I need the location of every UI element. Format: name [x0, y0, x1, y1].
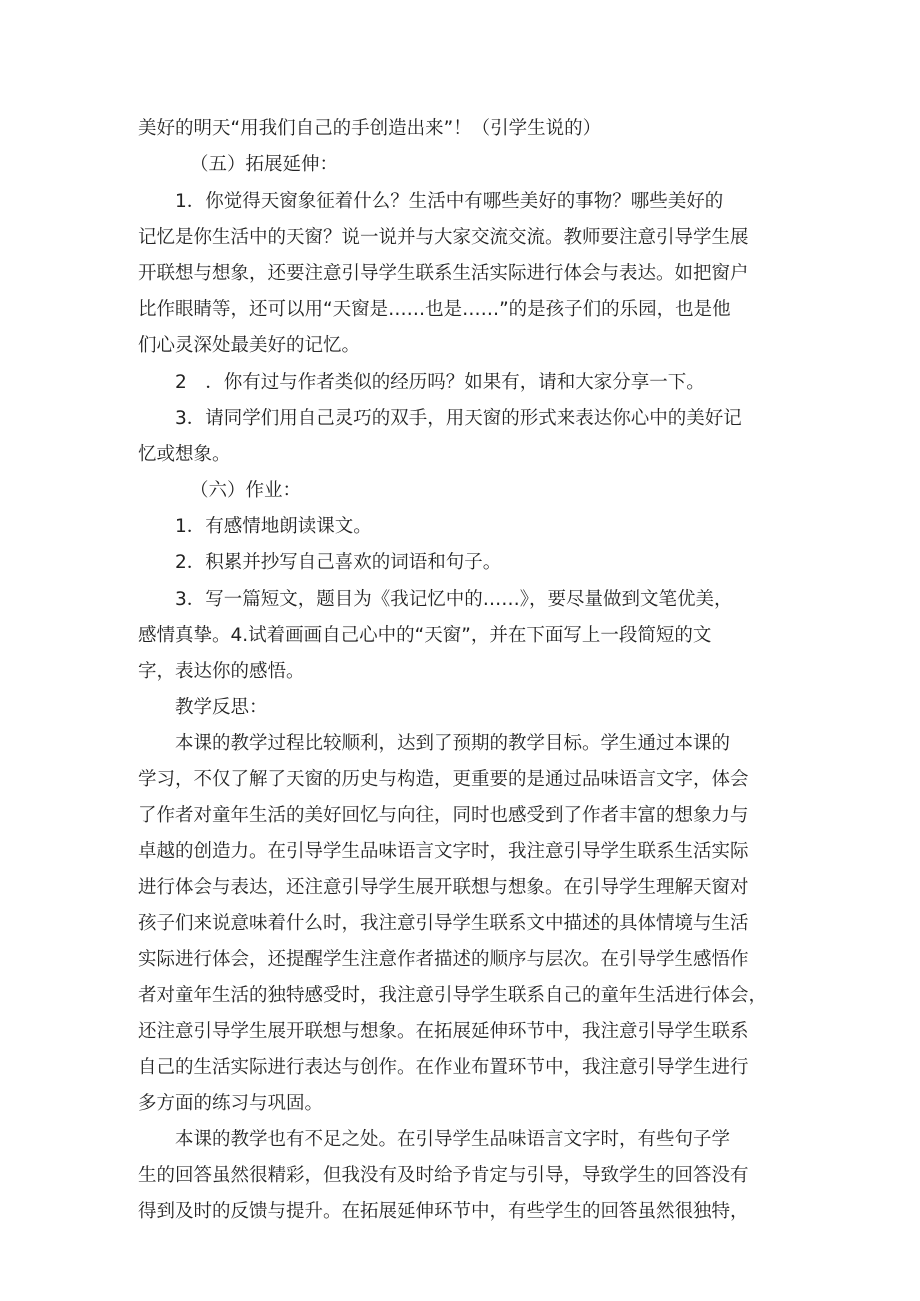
text-line: 2 ．你有过与作者类似的经历吗？如果有，请和大家分享一下。 [175, 372, 705, 393]
text-line: 得到及时的反馈与提升。在拓展延伸环节中，有些学生的回答虽然很独特， [138, 1201, 749, 1222]
text-line: 1．你觉得天窗象征着什么？生活中有哪些美好的事物？哪些美好的 [175, 191, 724, 212]
text-line: 还注意引导学生展开联想与想象。在拓展延伸环节中，我注意引导学生联系 [138, 1021, 749, 1042]
text-line: 记忆是你生活中的天窗？说一说并与大家交流交流。教师要注意引导学生展 [138, 227, 749, 248]
text-line: 进行体会与表达，还注意引导学生展开联想与想象。在引导学生理解天窗对 [138, 877, 749, 898]
text-line: 感情真挚。4.试着画画自己心中的“天窗”，并在下面写上一段简短的文 [138, 625, 712, 646]
section-heading-homework: （六）作业： [190, 480, 302, 501]
text-line: 生的回答虽然很精彩，但我没有及时给予肯定与引导，导致学生的回答没有 [138, 1165, 749, 1186]
text-line: 3．写一篇短文，题目为《我记忆中的……》，要尽量做到文笔优美， [175, 589, 733, 610]
text-line: 自己的生活实际进行表达与创作。在作业布置环节中，我注意引导学生进行 [138, 1057, 749, 1078]
section-heading-extension: （五）拓展延伸： [190, 154, 339, 175]
text-line: 本课的教学过程比较顺利，达到了预期的教学目标。学生通过本课的 [175, 733, 731, 754]
text-line: 2．积累并抄写自己喜欢的词语和句子。 [175, 552, 502, 573]
text-line: 开联想与想象，还要注意引导学生联系生活实际进行体会与表达。如把窗户 [138, 263, 749, 284]
text-line: 孩子们来说意味着什么时，我注意引导学生联系文中描述的具体情境与生活 [138, 913, 749, 934]
text-line: 们心灵深处最美好的记忆。 [138, 335, 361, 356]
text-line: 了作者对童年生活的美好回忆与向往，同时也感受到了作者丰富的想象力与 [138, 805, 749, 826]
text-line: 忆或想象。 [138, 444, 231, 465]
text-line: 卓越的创造力。在引导学生品味语言文字时，我注意引导学生联系生活实际 [138, 841, 749, 862]
section-heading-reflection: 教学反思： [175, 697, 268, 718]
text-line: 1．有感情地朗读课文。 [175, 516, 372, 537]
text-line: 多方面的练习与巩固。 [138, 1093, 324, 1114]
text-line: 者对童年生活的独特感受时，我注意引导学生联系自己的童年生活进行体会， [138, 985, 768, 1006]
text-line: 3．请同学们用自己灵巧的双手，用天窗的形式来表达你心中的美好记 [175, 408, 742, 429]
text-line: 实际进行体会，还提醒学生注意作者描述的顺序与层次。在引导学生感悟作 [138, 949, 749, 970]
text-line: 比作眼睛等，还可以用“天窗是……也是……”的是孩子们的乐园，也是他 [138, 299, 731, 320]
text-line: 美好的明天“用我们自己的手创造出来”！（引学生说的） [138, 118, 602, 139]
text-line: 本课的教学也有不足之处。在引导学生品味语言文字时，有些句子学 [175, 1129, 731, 1150]
text-line: 字，表达你的感悟。 [138, 661, 305, 682]
text-line: 学习，不仅了解了天窗的历史与构造，更重要的是通过品味语言文字，体会 [138, 769, 749, 790]
